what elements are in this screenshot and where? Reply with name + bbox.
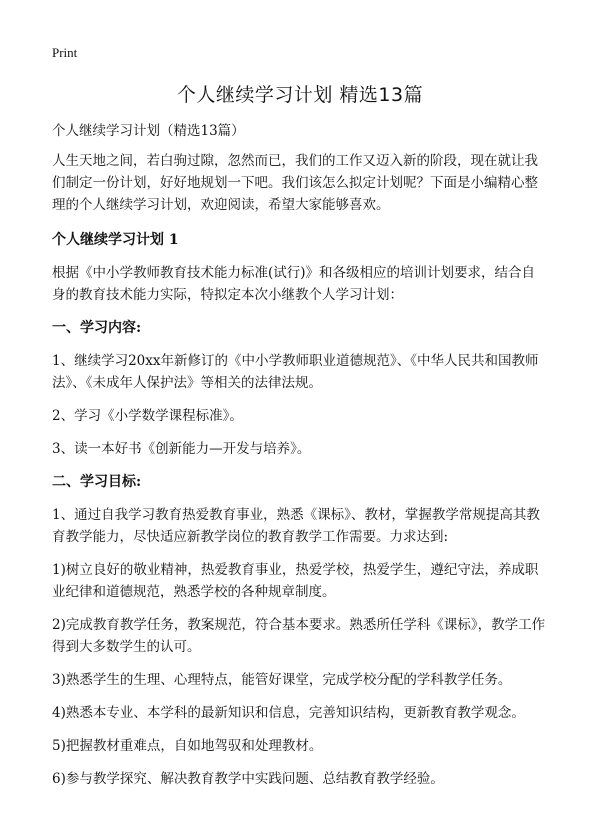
list-item: 2)完成教育教学任务，教案规范，符合基本要求。熟悉所任学科《课标》，教学工作得到大多数学生的认可。 bbox=[52, 617, 546, 655]
list-item: 4)熟悉本专业、本学科的最新知识和信息，完善知识结构，更新教育教学观念。 bbox=[52, 705, 525, 721]
article-subtitle: 个人继续学习计划（精选13篇） bbox=[52, 123, 245, 139]
list-item: 3)熟悉学生的生理、心理特点，能管好课堂，完成学校分配的学科教学任务。 bbox=[52, 672, 512, 688]
list-item: 1)树立良好的敬业精神，热爱教育事业，热爱学校，热爱学生，遵纪守法，养成职业纪律和道德规范，熟悉学校的各种规章制度。 bbox=[52, 562, 539, 600]
list-item: 6)参与教学探究、解决教育教学中实践问题、总结教育教学经验。 bbox=[52, 771, 444, 787]
section-intro: 根据《中小学教师教育技术能力标准(试行)》和各级相应的培训计划要求，结合自身的教育技术能力实际，特拟定本次小继教个人学习计划： bbox=[52, 265, 536, 303]
page-title: 个人继续学习计划 精选13篇 bbox=[176, 84, 424, 106]
list-item: 3、读一本好书《创新能力—开发与培养》。 bbox=[52, 441, 311, 457]
part2-lead: 1、通过自我学习教育热爱教育事业，熟悉《课标》、教材，掌握教学常规提高其教育教学能力，尽快适应新教学岗位的教育教学工作需要。力求达到: bbox=[52, 507, 540, 545]
print-link[interactable]: Print bbox=[52, 45, 78, 60]
list-item: 5)把握教材重难点，自如地驾驭和处理教材。 bbox=[52, 738, 323, 754]
part1-heading: 一、学习内容: bbox=[52, 320, 142, 336]
section-heading: 个人继续学习计划 1 bbox=[52, 232, 179, 248]
article-intro: 人生天地之间，若白驹过隙，忽然而已，我们的工作又迈入新的阶段，现在就让我们制定一份计划，好好地规划一下吧。我们该怎么拟定计划呢？下面是小编精心整理的个人继续学习计划，欢迎阅读，希望大家能够喜欢。 bbox=[52, 153, 538, 213]
list-item: 1、继续学习20xx年新修订的《中小学教师职业道德规范》、《中华人民共和国教师法》、《未成年人保护法》等相关的法律法规。 bbox=[52, 353, 539, 391]
list-item: 2、学习《小学数学课程标准》。 bbox=[52, 408, 243, 424]
part2-heading: 二、学习目标: bbox=[52, 474, 142, 490]
article-body bbox=[52, 120, 548, 801]
